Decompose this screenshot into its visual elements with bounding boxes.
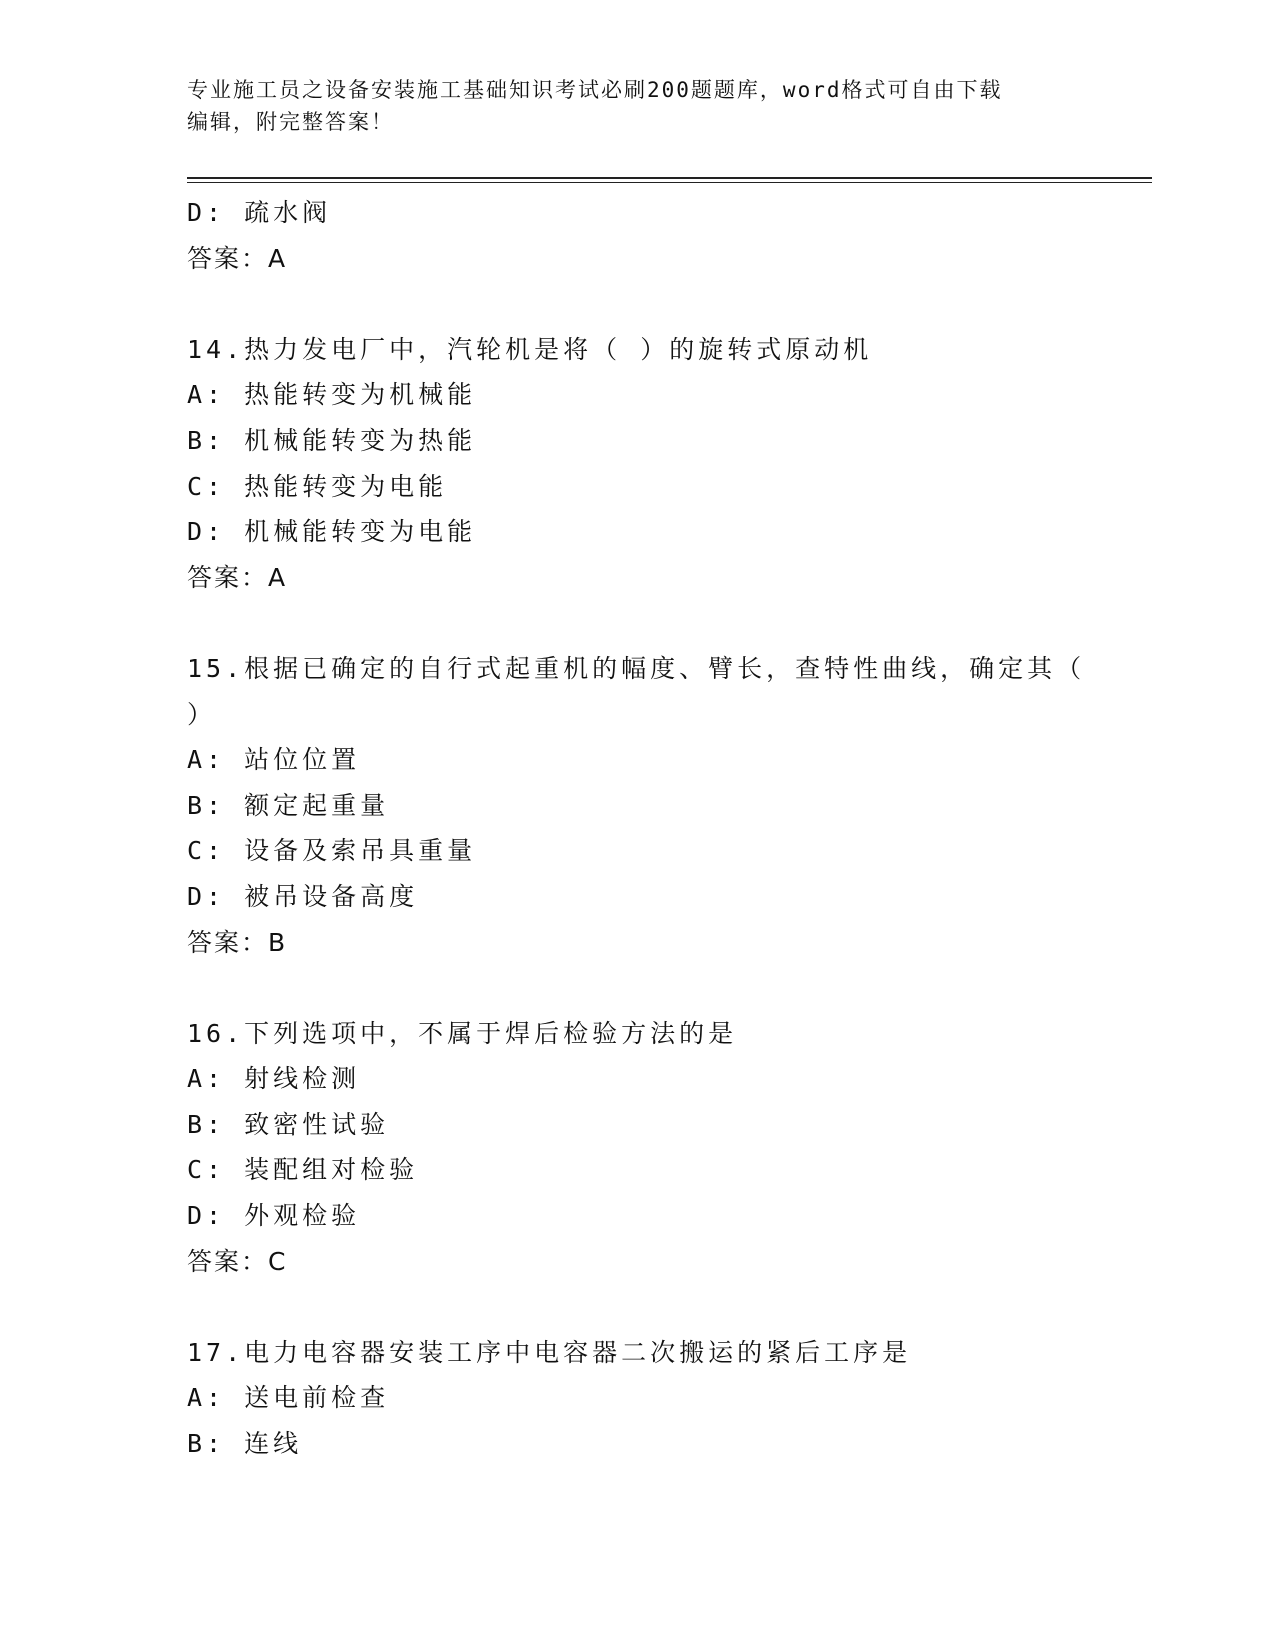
option-a: A: 送电前检查 (187, 1383, 390, 1413)
question-stem: 15.根据已确定的自行式起重机的幅度、臂长，查特性曲线，确定其（ (187, 653, 1086, 683)
header-title-line-2: 编辑，附完整答案！ (187, 110, 394, 134)
option-b: B: 机械能转变为热能 (187, 425, 477, 455)
spacer (187, 1284, 1087, 1330)
question-stem: 16.下列选项中，不属于焊后检验方法的是 (187, 1018, 738, 1048)
spacer (187, 965, 1087, 1011)
document-header (187, 74, 1087, 138)
option-b: B: 致密性试验 (187, 1109, 390, 1139)
option-d: D: 机械能转变为电能 (187, 517, 477, 547)
answer-line: 答案：B (187, 927, 288, 957)
option-d: D: 被吊设备高度 (187, 881, 419, 911)
option-a: A: 站位位置 (187, 745, 361, 775)
option-c: C: 热能转变为电能 (187, 471, 448, 501)
question-15 (187, 646, 1087, 965)
option-a: A: 射线检测 (187, 1064, 361, 1094)
answer-line: 答案：A (187, 243, 288, 273)
header-title-line-1: 专业施工员之设备安装施工基础知识考试必刷200题题库，word格式可自由下载 (187, 78, 1003, 102)
option-d: D: 疏水阀 (187, 198, 332, 227)
question-stem-continuation: ） (187, 699, 217, 729)
question-stem: 17.电力电容器安装工序中电容器二次搬运的紧后工序是 (187, 1337, 912, 1367)
option-d: D: 外观检验 (187, 1201, 361, 1231)
option-a: A: 热能转变为机械能 (187, 380, 477, 410)
question-stem: 14.热力发电厂中，汽轮机是将（ ）的旋转式原动机 (187, 334, 873, 364)
question-13-tail (187, 190, 1087, 281)
question-14 (187, 327, 1087, 601)
question-16 (187, 1011, 1087, 1285)
header-divider-thick (187, 177, 1152, 179)
option-b: B: 额定起重量 (187, 790, 390, 820)
spacer (187, 600, 1087, 646)
answer-line: 答案：A (187, 562, 288, 592)
question-list (187, 190, 1087, 1467)
spacer (187, 281, 1087, 327)
header-divider-thin (187, 182, 1152, 183)
question-17 (187, 1330, 1087, 1467)
option-b: B: 连线 (187, 1429, 303, 1459)
option-c: C: 装配组对检验 (187, 1155, 419, 1185)
option-c: C: 设备及索吊具重量 (187, 836, 477, 866)
answer-line: 答案：C (187, 1246, 288, 1276)
